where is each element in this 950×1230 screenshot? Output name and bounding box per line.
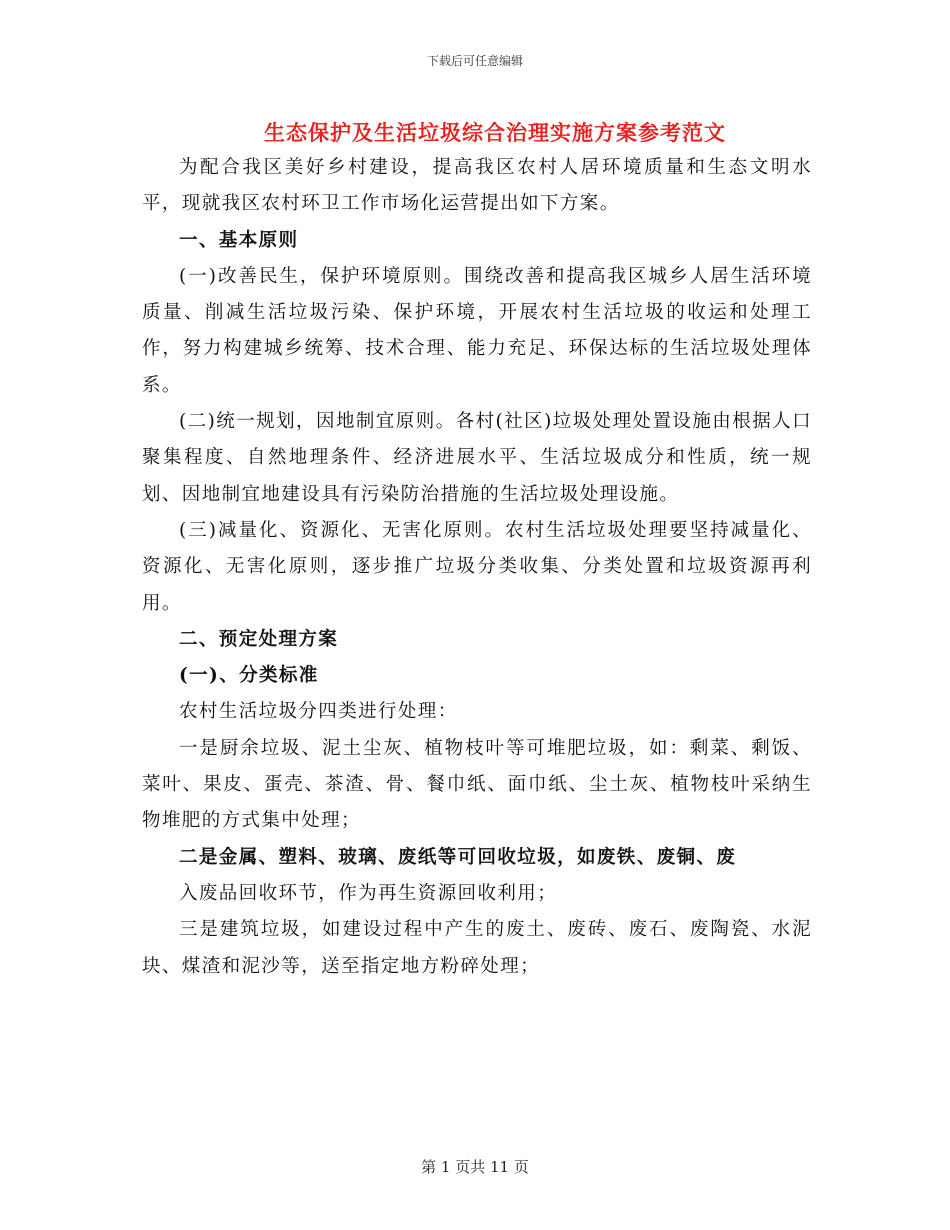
- paragraph-category-1: 一是厨余垃圾、泥土尘灰、植物枝叶等可堆肥垃圾，如：剩菜、剩饭、菜叶、果皮、蛋壳、茶渣、骨、餐巾纸、面巾纸、尘土灰、植物枝叶采纳生物堆肥的方式集中处理；: [142, 737, 812, 832]
- page-footer: 第 1 页共 11 页: [421, 1158, 529, 1176]
- paragraph-category-2: 二是金属、塑料、玻璃、废纸等可回收垃圾，如废铁、废铜、废: [179, 846, 737, 868]
- page-header: 下载后可任意编辑: [426, 54, 523, 68]
- subheading-classification: (一)、分类标准: [179, 665, 319, 687]
- paragraph-category-2-cont: 入废品回收环节，作为再生资源回收利用；: [179, 882, 558, 904]
- paragraph-intro: 为配合我区美好乡村建设，提高我区农村人居环境质量和生态文明水平，现就我区农村环卫工作市场化运营提出如下方案。: [142, 157, 812, 215]
- paragraph-principle-2: (二)统一规划，因地制宜原则。各村(社区)垃圾处理处置设施由根据人口聚集程度、自然地理条件、经济进展水平、生活垃圾成分和性质，统一规划、因地制宜地建设具有污染防治措施的生活垃圾处理设施。: [142, 411, 812, 505]
- heading-basic-principles: 一、基本原则: [179, 229, 299, 251]
- paragraph-principle-1: (一)改善民生，保护环境原则。围绕改善和提高我区城乡人居生活环境质量、削减生活垃圾污染、保护环境，开展农村生活垃圾的收运和处理工作，努力构建城乡统筹、技术合理、能力充足、环保达标的生活垃圾处理体系。: [142, 265, 812, 396]
- heading-planned-scheme: 二、预定处理方案: [179, 628, 339, 650]
- document-title: 生态保护及生活垃圾综合治理实施方案参考范文: [264, 120, 726, 145]
- paragraph-category-3: 三是建筑垃圾，如建设过程中产生的废土、废砖、废石、废陶瓷、水泥块、煤渣和泥沙等，送至指定地方粉碎处理；: [142, 919, 812, 977]
- paragraph-four-categories: 农村生活垃圾分四类进行处理：: [179, 701, 458, 723]
- paragraph-principle-3: (三)减量化、资源化、无害化原则。农村生活垃圾处理要坚持减量化、资源化、无害化原则，逐步推广垃圾分类收集、分类处置和垃圾资源再利用。: [142, 519, 812, 614]
- document-body: [142, 150, 812, 985]
